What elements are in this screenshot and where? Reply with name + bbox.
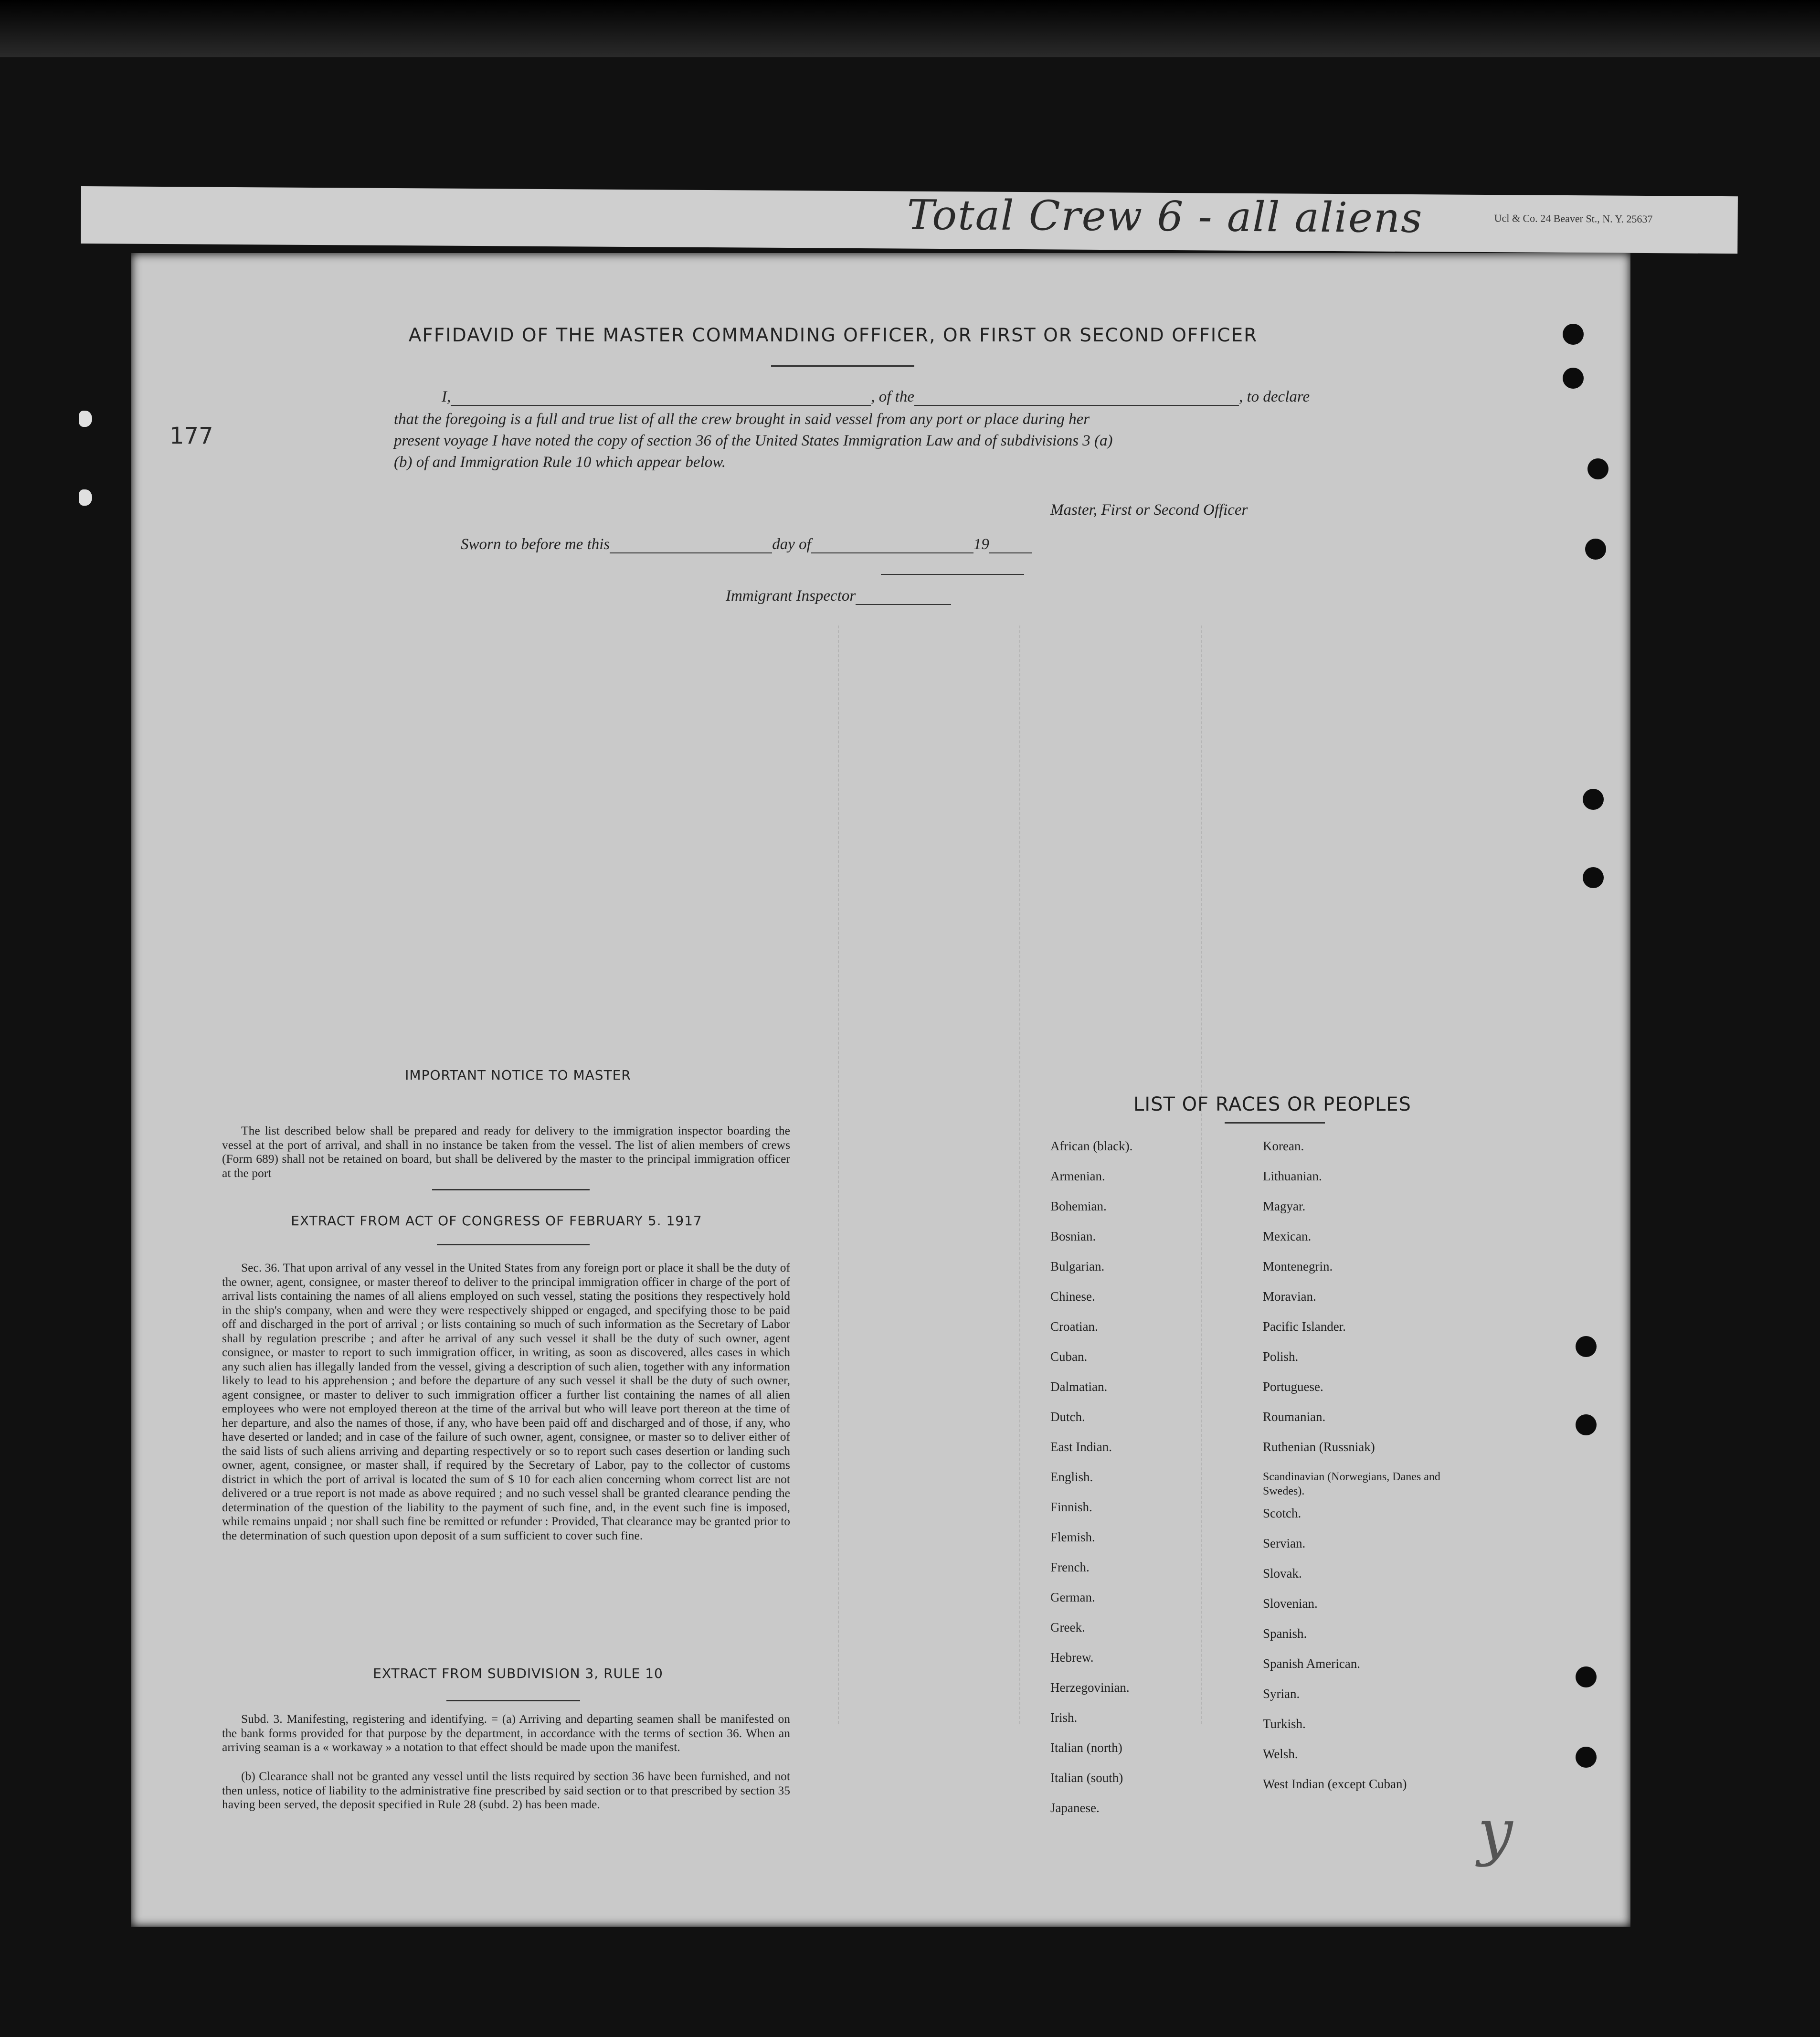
vessel-label: , of the (871, 388, 914, 405)
act-extract-text: Sec. 36. That upon arrival of any vessel in the United States from any foreign port or place it shall be the duty of the owner, agent, consignee, or master thereof to deliver to the principal immigration officer in charge of the port of arrival lists containing the names of all aliens employed on such vessel, stating the positions they respectively hold in the ship's company, when and were they were respectively shipped or engaged, and specifying those to be paid off and discharged in the port of arrival ; or lists containing so much of such information as the Secretary of Labor shall by regulation prescribe ; and after he arrival of any such vessel it shall be the duty of such owner, agent consignee, or master to report to such immigration officer, in writing, as soon as discovered, alles cases in which any such alien has illegally landed from the vessel, giving a description of such alien, together with any information likely to lead to his apprehension ; and before the departure of any such vessel it shall be the duty of such owner, agent consignee, or master to deliver to such immigration officer a further list containing the names of all alien employees who were not employed thereon at the time of the arrival but who will leave port thereon at the time of her departure, and also the names of those, if any, who have been paid off and discharged and of those, if any, who have deserted or landed; and in case of the failure of such owner, agent, consignee, or master so to deliver either of the said lists of such aliens arriving and departing respectively or so to report such cases desertion or landing such owner, agent, consignee, or master shall, if required by the Secretary of Labor, pay to the collector of customs district in which the port of arrival is located the sum of $ 10 for each alien concerning whom correct list are not delivered or a true report is not made as above required ; and no such vessel shall be granted clearance pending the determination of the question of the liability to the payment of such fine, and, in the event such fine is imposed, while remains unpaid ; nor shall such fine be remitted or refunder : Provided, That clearance may be granted prior to the determination of such question upon deposit of a sum sufficient to cover such fine. (222, 1261, 790, 1542)
races-heading: LIST OF RACES OR PEOPLES (1133, 1093, 1411, 1115)
corner-handwritten-mark: y (1478, 1795, 1513, 1868)
rule-extract-rule (446, 1700, 580, 1701)
race-item: Slovenian. (1263, 1596, 1318, 1611)
race-item: Slovak. (1263, 1566, 1302, 1581)
race-item: Finnish. (1050, 1500, 1092, 1514)
race-item: Lithuanian. (1263, 1169, 1322, 1183)
affidavit-line-4: (b) of and Immigration Rule 10 which appear below. (394, 454, 726, 471)
race-item: Welsh. (1263, 1747, 1298, 1761)
race-item: Greek. (1050, 1620, 1085, 1634)
sworn-day-blank (610, 552, 772, 553)
edge-mark (79, 489, 92, 506)
race-item: Bosnian. (1050, 1229, 1096, 1243)
race-item: Herzegovinian. (1050, 1680, 1130, 1695)
declare-label: , to declare (1238, 388, 1310, 405)
act-extract-rule (437, 1244, 590, 1245)
affidavit-title: AFFIDAVID OF THE MASTER COMMANDING OFFICER, OR FIRST OR SECOND OFFICER (408, 325, 1258, 346)
race-item: Pacific Islander. (1263, 1319, 1346, 1334)
punch-hole (1587, 458, 1608, 479)
race-item: Spanish American. (1263, 1656, 1360, 1671)
affidavit-line-1 (442, 388, 1310, 406)
affidavit-page (131, 253, 1630, 1927)
sworn-line (461, 536, 1032, 553)
race-item: Moravian. (1263, 1289, 1316, 1304)
race-item: Hebrew. (1050, 1650, 1094, 1665)
rule-extract-heading: EXTRACT FROM SUBDIVISION 3, RULE 10 (373, 1666, 663, 1681)
punch-hole (1583, 789, 1604, 810)
vessel-blank (914, 405, 1239, 406)
inspector-line (726, 587, 951, 605)
race-item: Bulgarian. (1050, 1259, 1105, 1273)
race-item: Korean. (1263, 1139, 1304, 1153)
scanner-top-band (0, 0, 1820, 57)
race-item: English. (1050, 1470, 1093, 1484)
race-item: Italian (south) (1050, 1771, 1123, 1785)
race-item: Mexican. (1263, 1229, 1312, 1243)
race-item: Flemish. (1050, 1530, 1095, 1544)
form-header-strip (81, 186, 1738, 254)
race-item: German. (1050, 1590, 1095, 1604)
bleed-through-column (838, 626, 858, 1724)
race-item: Japanese. (1050, 1801, 1100, 1815)
master-signature-label: Master, First or Second Officer (1050, 501, 1248, 519)
race-item: Italian (north) (1050, 1740, 1122, 1755)
race-item: Ruthenian (Russniak) (1263, 1440, 1375, 1454)
act-extract-heading: EXTRACT FROM ACT OF CONGRESS OF FEBRUARY 5. 1917 (291, 1213, 702, 1229)
race-item: Armenian. (1050, 1169, 1105, 1183)
title-underline (771, 365, 914, 367)
race-item: Chinese. (1050, 1289, 1095, 1304)
declarant-label: I, (442, 388, 451, 405)
signature-line (881, 574, 1024, 575)
races-left-column (1050, 1139, 1132, 1831)
race-item: Spanish. (1263, 1626, 1307, 1641)
race-item: Scotch. (1263, 1506, 1302, 1520)
race-item: East Indian. (1050, 1440, 1112, 1454)
punch-hole (1563, 324, 1584, 345)
races-heading-rule (1225, 1122, 1325, 1124)
race-item: Montenegrin. (1263, 1259, 1333, 1273)
punch-hole (1576, 1414, 1597, 1435)
race-item: Servian. (1263, 1536, 1306, 1550)
sworn-month-blank (811, 552, 973, 553)
edge-mark (79, 411, 92, 427)
margin-number: 177 (169, 423, 213, 449)
notice-rule (432, 1189, 590, 1190)
race-item: African (black). (1050, 1139, 1133, 1153)
race-item: Dutch. (1050, 1410, 1085, 1424)
race-item: Portuguese. (1263, 1379, 1323, 1394)
race-item: Irish. (1050, 1710, 1078, 1725)
punch-hole (1576, 1747, 1597, 1768)
sworn-year-blank (989, 552, 1032, 553)
affidavit-line-3: present voyage I have noted the copy of section 36 of the United States Immigration Law and of subdivisions 3 (a) (394, 432, 1113, 449)
inspector-label: Immigrant Inspector (726, 587, 856, 605)
race-item: Croatian. (1050, 1319, 1098, 1334)
bleed-through-column (1201, 626, 1221, 1724)
punch-hole (1585, 539, 1606, 560)
punch-hole (1576, 1336, 1597, 1357)
races-right-column (1263, 1139, 1454, 1807)
race-item: Magyar. (1263, 1199, 1306, 1213)
rule-extract-text-b: (b) Clearance shall not be granted any vessel until the lists required by section 36 have been furnished, and not then unless, notice of liability to the administrative fine prescribed by said section or to that prescribed by section 35 having been served, the deposit specified in Rule 28 (subd. 2) has been made. (222, 1769, 790, 1811)
race-item: Roumanian. (1263, 1410, 1326, 1424)
printer-imprint: Ucl & Co. 24 Beaver St., N. Y. 25637 (1494, 212, 1653, 225)
punch-hole (1563, 368, 1584, 389)
affidavit-line-2: that the foregoing is a full and true list of all the crew brought in said vessel from any port or place during her (394, 411, 1090, 428)
race-item: Syrian. (1263, 1687, 1300, 1701)
race-item: Turkish. (1263, 1717, 1306, 1731)
race-item: French. (1050, 1560, 1090, 1574)
punch-hole (1576, 1666, 1597, 1687)
notice-text: The list described below shall be prepared and ready for delivery to the immigration inspector boarding the vessel at the port of arrival, and shall in no instance be taken from the vessel. The list of alien members of crews (Form 689) shall not be retained on board, but shall be delivered by the master to the principal immigration officer at the port (222, 1124, 790, 1180)
punch-hole (1583, 867, 1604, 888)
day-of-label: day of (772, 536, 811, 553)
year-prefix: 19 (973, 536, 989, 553)
race-item: Cuban. (1050, 1349, 1088, 1364)
declarant-blank (451, 405, 871, 406)
race-item: Scandinavian (Norwegians, Danes and Swedes). (1263, 1471, 1440, 1497)
inspector-blank (856, 604, 951, 605)
race-item: Bohemian. (1050, 1199, 1107, 1213)
rule-extract-text-a: Subd. 3. Manifesting, registering and identifying. = (a) Arriving and departing seamen shall be manifested on the bank forms provided for that purpose by the department, in accordance with the terms of section 36. When an arriving seaman is a « workaway » a notation to that effect should be made upon the manifest. (222, 1712, 790, 1754)
notice-heading: IMPORTANT NOTICE TO MASTER (405, 1067, 631, 1083)
bleed-through-column (1019, 626, 1039, 1724)
race-item: West Indian (except Cuban) (1263, 1777, 1407, 1791)
race-item: Dalmatian. (1050, 1379, 1108, 1394)
handwritten-crew-total: Total Crew 6 - all aliens (907, 191, 1423, 243)
race-item: Polish. (1263, 1349, 1299, 1364)
sworn-label: Sworn to before me this (461, 536, 610, 553)
